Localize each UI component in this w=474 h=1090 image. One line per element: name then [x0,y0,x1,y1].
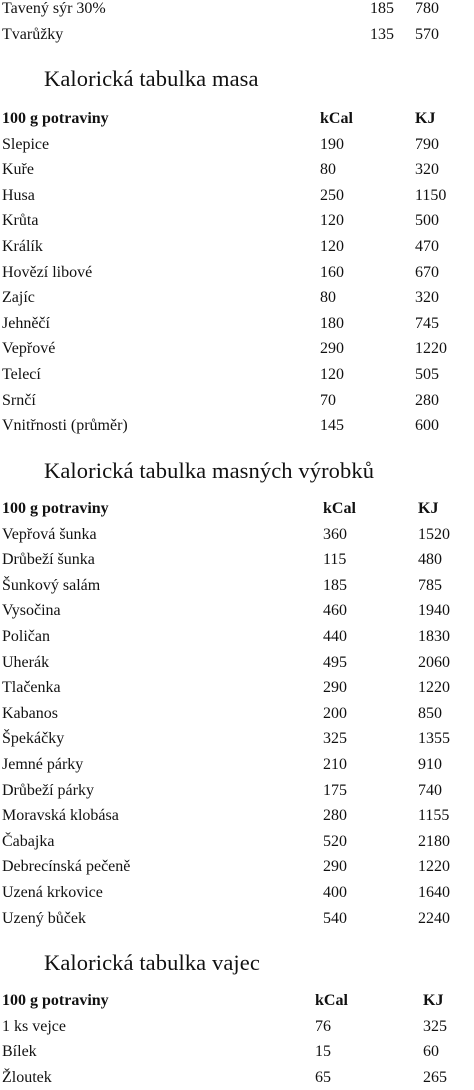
table-row [0,803,474,828]
kcal-value: 495 [323,653,347,671]
kj-value: 505 [415,366,439,383]
food-name: Uzená krkovice [2,884,103,901]
column-header-kcal: kCal [323,500,356,517]
food-name: Vysočina [2,602,61,620]
column-header-kcal: kCal [315,992,348,1009]
table-row [0,157,474,182]
table-row [0,598,474,623]
table-row [0,183,474,208]
food-name: Debrecínská pečeně [2,858,131,876]
kcal-value: 400 [323,884,347,901]
table-row [0,22,474,47]
kcal-value: 120 [320,366,344,383]
column-header-kcal: kCal [320,110,353,127]
food-name: Husa [2,186,35,204]
kcal-value: 290 [323,679,347,697]
food-name: Žloutek [2,1068,52,1086]
table-row [0,285,474,310]
kcal-value: 115 [323,551,347,569]
kj-value: 910 [418,756,442,773]
food-name: Drůbeží párky [2,781,94,799]
food-name: Kuře [2,161,34,179]
kj-value: 470 [415,238,439,255]
column-header-kj: KJ [415,110,436,127]
kcal-value: 250 [320,186,344,204]
kcal-value: 280 [323,807,347,825]
kj-value: 280 [415,391,439,409]
table-row [0,752,474,777]
table-row [0,388,474,413]
kj-value: 480 [418,551,442,569]
food-name: Tavený sýr 30% [2,0,106,17]
kcal-value: 70 [320,391,336,409]
table-row [0,854,474,879]
kj-value: 265 [423,1068,447,1086]
food-name: Hovězí libové [2,263,93,281]
kcal-value: 15 [315,1043,331,1061]
kcal-value: 65 [315,1068,331,1086]
table-row [0,547,474,572]
kj-value: 500 [415,212,439,230]
kj-value: 1150 [415,186,447,204]
table-header-row [0,988,474,1013]
food-name: Zajíc [2,289,35,307]
food-name: Moravská klobása [2,807,119,825]
column-header-kj: KJ [418,500,439,517]
kcal-value: 160 [320,263,344,281]
table-row [0,311,474,336]
kcal-value: 460 [323,602,347,620]
kj-value: 1520 [418,525,450,543]
food-name: Králík [2,238,43,255]
kj-value: 600 [415,417,439,435]
table-row [0,336,474,361]
kcal-value: 76 [315,1017,331,1035]
kj-value: 1220 [415,340,447,358]
food-name: Uzený bůček [2,909,86,927]
kj-value: 320 [415,289,439,307]
table-row [0,573,474,598]
food-name: Krůta [2,212,39,230]
kj-value: 1940 [418,602,450,620]
kcal-value: 120 [320,238,344,255]
table-row [0,675,474,700]
kcal-value: 440 [323,628,347,645]
table-row [0,829,474,854]
table-row [0,362,474,387]
table-row [0,413,474,438]
kcal-value: 325 [323,730,347,748]
kj-value: 1155 [418,807,450,825]
kj-value: 570 [415,25,439,43]
kj-value: 2060 [418,653,450,671]
kj-value: 780 [415,0,439,17]
food-name: Kabanos [2,704,58,722]
food-name: Bílek [2,1043,37,1061]
column-header-food: 100 g potraviny [2,992,109,1009]
kcal-value: 135 [370,25,394,43]
section-title: Kalorická tabulka masných výrobků [44,458,375,483]
table-row [0,522,474,547]
table-row [0,726,474,751]
table-row [0,208,474,233]
kj-value: 1220 [418,858,450,876]
food-name: Poličan [2,628,50,645]
kcal-value: 360 [323,525,347,543]
kj-value: 2240 [418,909,450,927]
food-name: Slepice [2,135,50,153]
kj-value: 850 [418,704,442,722]
table-row [0,650,474,675]
section-title: Kalorická tabulka vajec [44,950,260,975]
kcal-value: 200 [323,704,347,722]
table-row [0,1014,474,1039]
table-row [0,132,474,157]
food-name: Šunkový salám [2,576,101,594]
table-header-row [0,106,474,131]
kj-value: 670 [415,263,439,281]
column-header-food: 100 g potraviny [2,500,109,517]
kcal-value: 80 [320,289,336,307]
column-header-kj: KJ [423,992,444,1009]
kj-value: 320 [415,161,439,179]
kj-value: 325 [423,1017,447,1035]
kcal-value: 145 [320,417,344,435]
food-name: Tvarůžky [2,25,64,43]
table-row [0,906,474,931]
kcal-value: 175 [323,781,347,799]
kcal-value: 80 [320,161,336,179]
kcal-value: 520 [323,832,347,850]
table-header-row [0,496,474,521]
table-row [0,1039,474,1064]
food-name: Jehněčí [2,314,50,332]
kj-value: 60 [423,1043,439,1061]
food-name: Vepřová šunka [2,525,97,543]
food-name: Vepřové [2,340,56,358]
food-name: Vnitřnosti (průměr) [2,417,128,435]
table-row [0,1065,474,1090]
section-title: Kalorická tabulka masa [44,66,259,91]
kj-value: 1355 [418,730,450,748]
kcal-value: 180 [320,314,344,332]
food-name: Drůbeží šunka [2,551,95,569]
kj-value: 740 [418,781,442,799]
food-name: Telecí [2,366,41,383]
kcal-value: 290 [320,340,344,358]
table-row [0,778,474,803]
table-row [0,701,474,726]
kj-value: 790 [415,135,439,153]
table-row [0,624,474,649]
food-name: Srnčí [2,391,36,409]
kj-value: 785 [418,576,442,594]
kcal-value: 190 [320,135,344,153]
food-name: Čabajka [2,832,55,850]
table-row [0,880,474,905]
kcal-value: 290 [323,858,347,876]
kj-value: 2180 [418,832,450,850]
kcal-value: 185 [323,576,347,594]
kcal-value: 185 [370,0,394,17]
kcal-value: 540 [323,909,347,927]
table-row [0,234,474,259]
food-name: Jemné párky [2,756,84,773]
table-row [0,260,474,285]
food-name: Tlačenka [2,679,61,697]
kj-value: 1640 [418,884,450,901]
kj-value: 745 [415,314,439,332]
kcal-value: 120 [320,212,344,230]
food-name: Špekáčky [2,730,65,748]
kcal-value: 210 [323,756,347,773]
column-header-food: 100 g potraviny [2,110,109,127]
food-name: Uherák [2,653,50,671]
kj-value: 1830 [418,628,450,645]
kj-value: 1220 [418,679,450,697]
table-row [0,0,474,21]
food-name: 1 ks vejce [2,1017,66,1035]
